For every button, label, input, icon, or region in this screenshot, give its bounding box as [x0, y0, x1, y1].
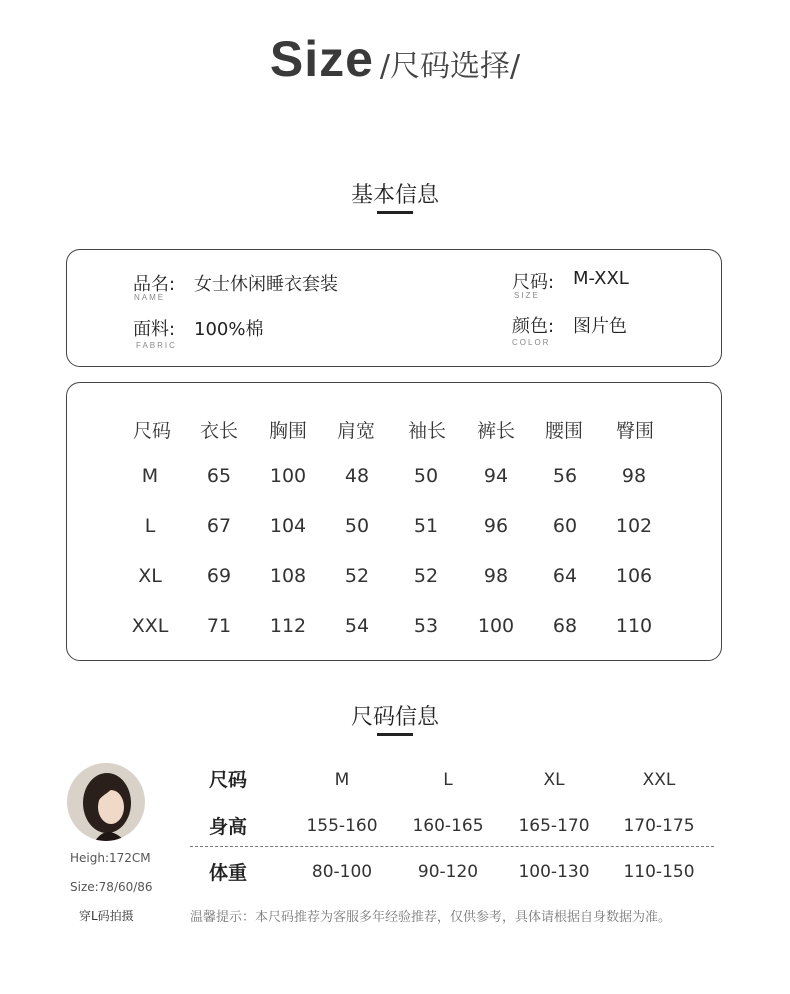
- table-cell: 98: [621, 465, 647, 487]
- ref-cell: XL: [543, 770, 565, 790]
- table-cell: 96: [483, 515, 509, 537]
- table-cell: 52: [344, 565, 370, 587]
- page-title: Size: [269, 31, 374, 87]
- table-cell: 50: [344, 515, 370, 537]
- color-label: 颜色:: [512, 316, 555, 337]
- fabric-label: 面料:: [133, 319, 176, 340]
- table-cell: 104: [269, 515, 307, 537]
- ref-cell: 110-150: [623, 862, 695, 882]
- table-header-cell: 尺码: [132, 420, 171, 442]
- table-header-cell: 腰围: [544, 420, 583, 442]
- table-cell: 112: [269, 615, 307, 637]
- ref-cell: 160-165: [412, 816, 484, 836]
- table-cell: 100: [269, 465, 307, 487]
- ref-cell: 100-130: [518, 862, 590, 882]
- ref-cell: 155-160: [306, 816, 378, 836]
- fabric-value: 100%棉: [194, 319, 264, 340]
- table-header-cell: 袖长: [407, 420, 446, 442]
- ref-row-label: 尺码: [209, 769, 248, 791]
- ref-cell: 90-120: [417, 862, 479, 882]
- ref-cell: 165-170: [518, 816, 590, 836]
- ref-cell: L: [443, 770, 453, 790]
- table-cell: 67: [206, 515, 232, 537]
- color-value: 图片色: [573, 316, 627, 337]
- table-header-cell: 胸围: [268, 420, 307, 442]
- model-size: Size:78/60/86: [70, 880, 153, 894]
- table-cell: 64: [552, 565, 578, 587]
- table-cell: L: [144, 515, 156, 537]
- table-cell: 110: [615, 615, 653, 637]
- model-height: Heigh:172CM: [70, 851, 151, 865]
- table-cell: XXL: [131, 615, 169, 637]
- table-header-cell: 衣长: [199, 420, 238, 442]
- table-cell: 94: [483, 465, 509, 487]
- table-cell: 98: [483, 565, 509, 587]
- section-title-basic-info: 基本信息: [350, 183, 439, 208]
- table-cell: 65: [206, 465, 232, 487]
- model-avatar: [67, 763, 145, 841]
- table-header-cell: 肩宽: [336, 420, 375, 442]
- ref-row-label: 身高: [209, 816, 248, 838]
- table-cell: 50: [413, 465, 439, 487]
- table-cell: 54: [344, 615, 370, 637]
- table-cell: 106: [615, 565, 653, 587]
- ref-row-label: 体重: [209, 862, 248, 884]
- table-cell: XL: [138, 565, 162, 587]
- section-title-size-info: 尺码信息: [350, 705, 439, 730]
- page-subtitle: /尺码选择/: [379, 49, 521, 84]
- table-cell: 108: [269, 565, 307, 587]
- ref-cell: XXL: [642, 770, 676, 790]
- table-cell: 69: [206, 565, 232, 587]
- table-cell: 56: [552, 465, 578, 487]
- table-header-cell: 裤长: [476, 420, 515, 442]
- section-underline: [377, 211, 413, 214]
- name-label-en: NAME: [134, 293, 166, 302]
- name-label: 品名:: [133, 274, 176, 295]
- size-value: M-XXL: [573, 268, 629, 289]
- ref-cell: 80-100: [311, 862, 373, 882]
- table-cell: 52: [413, 565, 439, 587]
- model-photo-icon: [67, 763, 145, 841]
- table-cell: 100: [477, 615, 515, 637]
- model-wearing: 穿L码拍摄: [79, 909, 134, 923]
- size-tip: 温馨提示：本尺码推荐为客服多年经验推荐，仅供参考，具体请根据自身数据为准。: [190, 910, 672, 925]
- table-cell: 102: [615, 515, 653, 537]
- size-label: 尺码:: [512, 272, 555, 293]
- size-label-en: SIZE: [514, 291, 540, 300]
- table-cell: 60: [552, 515, 578, 537]
- table-cell: 51: [413, 515, 439, 537]
- table-cell: 48: [344, 465, 370, 487]
- table-header-cell: 臀围: [615, 420, 654, 442]
- page-header: [0, 30, 790, 88]
- name-value: 女士休闲睡衣套装: [194, 274, 338, 295]
- table-cell: M: [141, 465, 159, 487]
- section-underline: [377, 733, 413, 736]
- table-cell: 71: [206, 615, 232, 637]
- table-cell: 53: [413, 615, 439, 637]
- ref-cell: 170-175: [623, 816, 695, 836]
- color-label-en: COLOR: [512, 338, 551, 347]
- dashed-divider: [190, 846, 714, 847]
- table-cell: 68: [552, 615, 578, 637]
- ref-cell: M: [334, 770, 350, 790]
- fabric-label-en: FABRIC: [136, 341, 177, 350]
